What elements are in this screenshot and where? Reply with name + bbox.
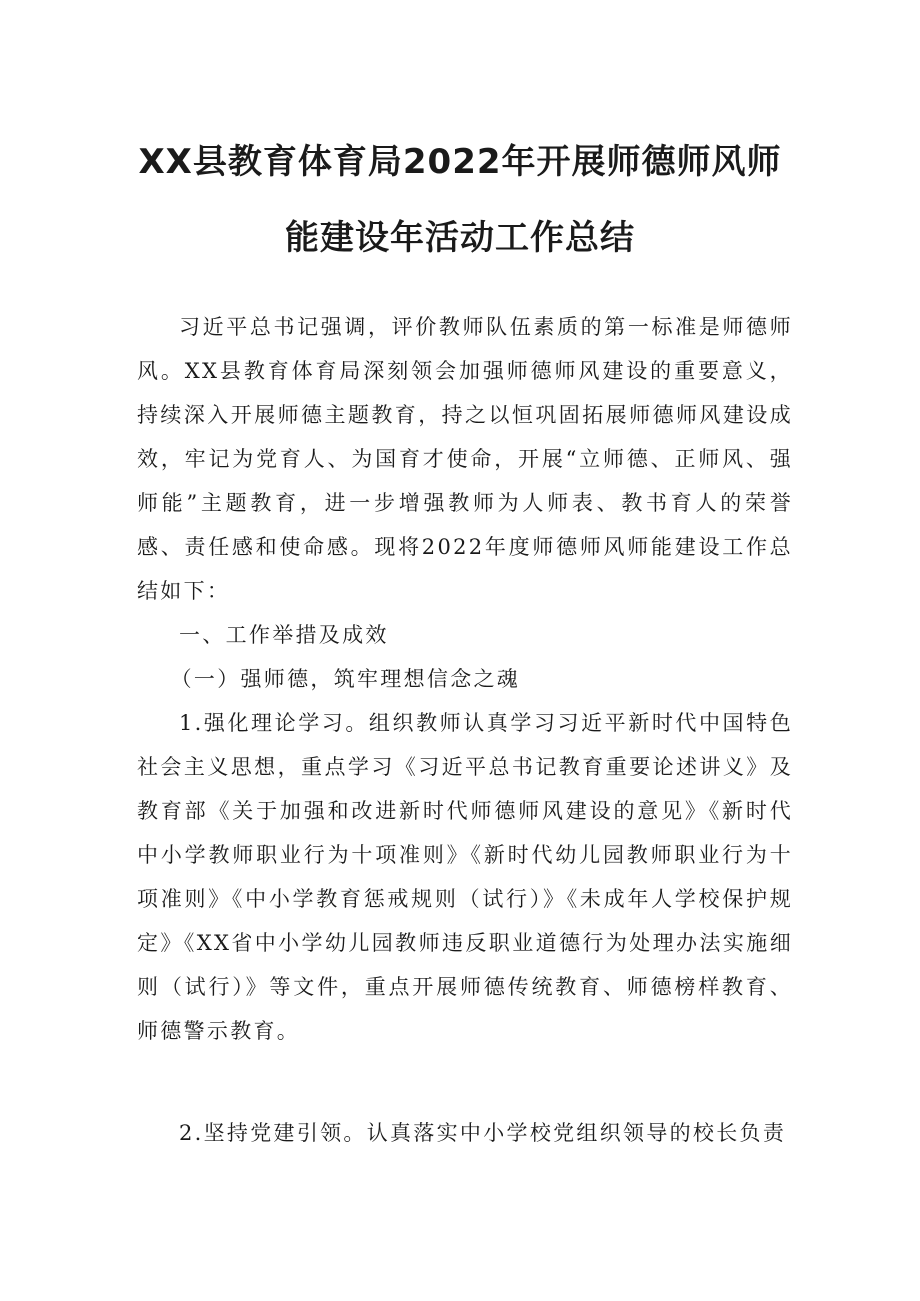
section-heading-1: 一、工作举措及成效 — [179, 623, 389, 647]
item-paragraph-2: 2.坚持党建引领。认真落实中小学校党组织领导的校长负责 — [179, 1121, 787, 1145]
subsection-heading-1: （一）强师德，筑牢理想信念之魂 — [170, 667, 521, 691]
item-paragraph-1: 1.强化理论学习。组织教师认真学习习近平新时代中国特色社会主义思想，重点学习《习近平总书记教育重要论述讲义》及教育部《关于加强和改进新时代师德师风建设的意见》《新时代中小学教师职业行为十项准则》《新时代幼儿园教师职业行为十项准则》《中小学教育惩戒规则（试行）》《未成年人学校保护规定》《XX省中小学幼儿园教师违反职业道德行为处理办法实施细则（试行）》等文件，重点开展师德传统教育、师德榜样教育、师德警示教育。 — [137, 711, 793, 1043]
document-title-line-1: XX县教育体育局2022年开展师德师风师 — [138, 142, 782, 182]
document-body-continued — [137, 1111, 793, 1155]
intro-paragraph: 习近平总书记强调，评价教师队伍素质的第一标准是师德师风。XX县教育体育局深刻领会加强师德师风建设的重要意义，持续深入开展师德主题教育，持之以恒巩固拓展师德师风建设成效，牢记为党育人、为国育才使命，开展“立师德、正师风、强师能”主题教育，进一步增强教师为人师表、教书育人的荣誉感、责任感和使命感。现将2022年度师德师风师能建设工作总结如下： — [137, 315, 793, 603]
document-title-line-2: 能建设年活动工作总结 — [285, 218, 635, 258]
document-body — [137, 305, 793, 1053]
